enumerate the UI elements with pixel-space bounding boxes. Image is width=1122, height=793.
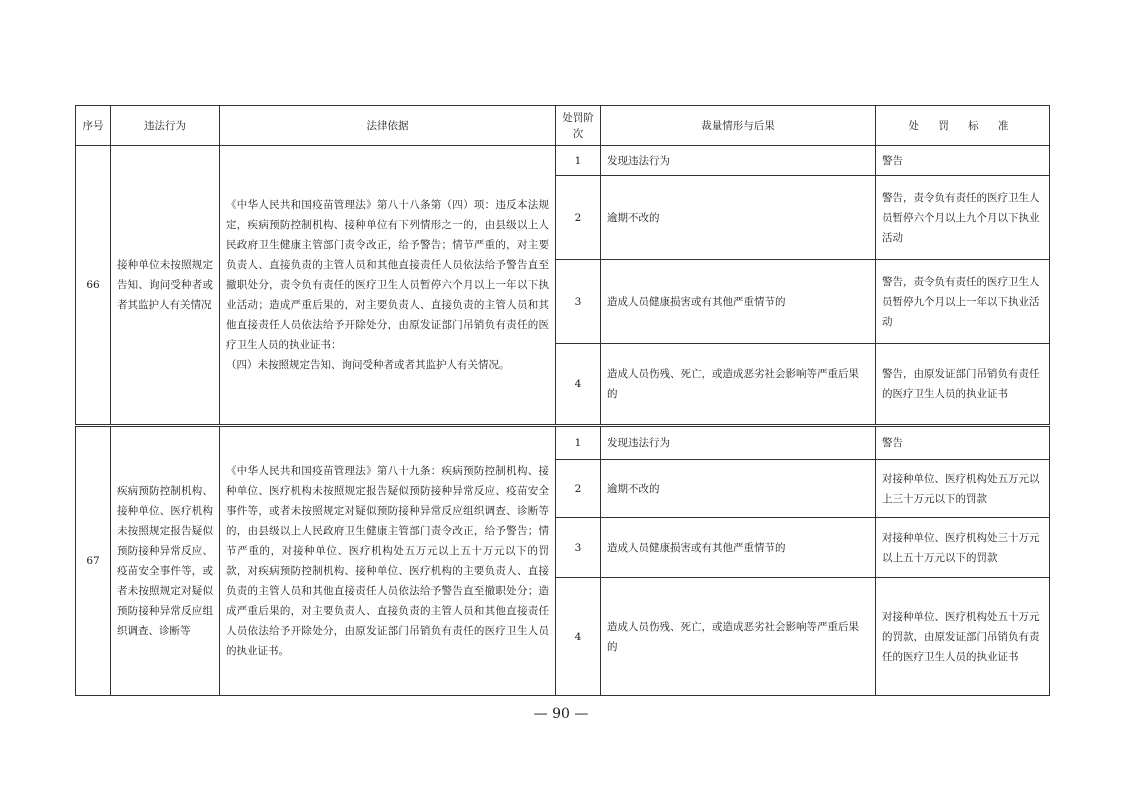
circumstance-cell: 造成人员健康损害或有其他严重情节的 <box>601 518 876 578</box>
standard-cell: 警告，责令负有责任的医疗卫生人员暂停九个月以上一年以下执业活动 <box>876 260 1050 344</box>
penalty-level: 3 <box>556 518 601 578</box>
penalty-level: 2 <box>556 460 601 518</box>
header-standard: 处 罚 标 准 <box>876 106 1050 146</box>
header-circumstances: 裁量情形与后果 <box>601 106 876 146</box>
circumstance-cell: 造成人员伤残、死亡，或造成恶劣社会影响等严重后果的 <box>601 344 876 426</box>
penalty-level: 3 <box>556 260 601 344</box>
standard-cell: 对接种单位、医疗机构处五十万元的罚款，由原发证部门吊销负有责任的医疗卫生人员的执业证书 <box>876 578 1050 696</box>
violation-cell: 接种单位未按照规定告知、询问受种者或者其监护人有关情况 <box>111 146 220 426</box>
circumstance-cell: 造成人员伤残、死亡，或造成恶劣社会影响等严重后果的 <box>601 578 876 696</box>
penalty-level: 4 <box>556 578 601 696</box>
header-violation: 违法行为 <box>111 106 220 146</box>
standard-cell: 警告，由原发证部门吊销负有责任的医疗卫生人员的执业证书 <box>876 344 1050 426</box>
entry-number: 67 <box>76 426 111 696</box>
penalty-level: 1 <box>556 426 601 460</box>
penalty-level: 4 <box>556 344 601 426</box>
circumstance-cell: 逾期不改的 <box>601 460 876 518</box>
standard-cell: 警告 <box>876 426 1050 460</box>
table-row <box>76 426 1050 460</box>
violation-cell: 疾病预防控制机构、接种单位、医疗机构未按照规定报告疑似预防接种异常反应、疫苗安全事件等，或者未按照规定对疑似预防接种异常反应组织调查、诊断等 <box>111 426 220 696</box>
header-number: 序号 <box>76 106 111 146</box>
legal-basis-item: （四）未按照规定告知、询问受种者或者其监护人有关情况。 <box>226 359 510 371</box>
penalty-level: 2 <box>556 176 601 260</box>
circumstance-cell: 造成人员健康损害或有其他严重情节的 <box>601 260 876 344</box>
entry-number: 66 <box>76 146 111 426</box>
header-legal-basis: 法律依据 <box>220 106 556 146</box>
standard-cell: 警告，责令负有责任的医疗卫生人员暂停六个月以上九个月以下执业活动 <box>876 176 1050 260</box>
legal-basis-text: 《中华人民共和国疫苗管理法》第八十八条第（四）项：违反本法规定，疾病预防控制机构、接种单位有下列情形之一的，由县级以上人民政府卫生健康主管部门责令改正，给予警告；情节严重的，对主要负责人、直接负责的主管人员和其他直接责任人员依法给予警告直至撤职处分，责令负有责任的医疗卫生人员暂停六个月以上一年以下执业活动；造成严重后果的，对主要负责人、直接负责的主管人员和其他直接责任人员依法给予开除处分，由原发证部门吊销负有责任的医疗卫生人员的执业证书： <box>226 199 549 351</box>
standard-cell: 对接种单位、医疗机构处三十万元以上五十万元以下的罚款 <box>876 518 1050 578</box>
table-row <box>76 146 1050 176</box>
legal-basis-cell: 《中华人民共和国疫苗管理法》第八十九条：疾病预防控制机构、接种单位、医疗机构未按照规定报告疑似预防接种异常反应、疫苗安全事件等，或者未按照规定对疑似预防接种异常反应组织调查、诊断等的，由县级以上人民政府卫生健康主管部门责令改正，给予警告；情节严重的，对接种单位、医疗机构处五万元以上五十万元以下的罚款，对疾病预防控制机构、接种单位、医疗机构的主要负责人、直接负责的主管人员和其他直接责任人员依法给予警告直至撤职处分；造成严重后果的，对主要负责人、直接负责的主管人员和其他直接责任人员依法给予开除处分，由原发证部门吊销负有责任的医疗卫生人员的执业证书。 <box>220 426 556 696</box>
circumstance-cell: 逾期不改的 <box>601 176 876 260</box>
table-header-row <box>76 106 1050 146</box>
penalty-table <box>75 105 1050 696</box>
standard-cell: 对接种单位、医疗机构处五万元以上三十万元以下的罚款 <box>876 460 1050 518</box>
legal-basis-cell <box>220 146 556 426</box>
page-number: — 90 — <box>533 706 589 722</box>
circumstance-cell: 发现违法行为 <box>601 146 876 176</box>
penalty-level: 1 <box>556 146 601 176</box>
header-penalty-level: 处罚阶次 <box>556 106 601 146</box>
circumstance-cell: 发现违法行为 <box>601 426 876 460</box>
standard-cell: 警告 <box>876 146 1050 176</box>
